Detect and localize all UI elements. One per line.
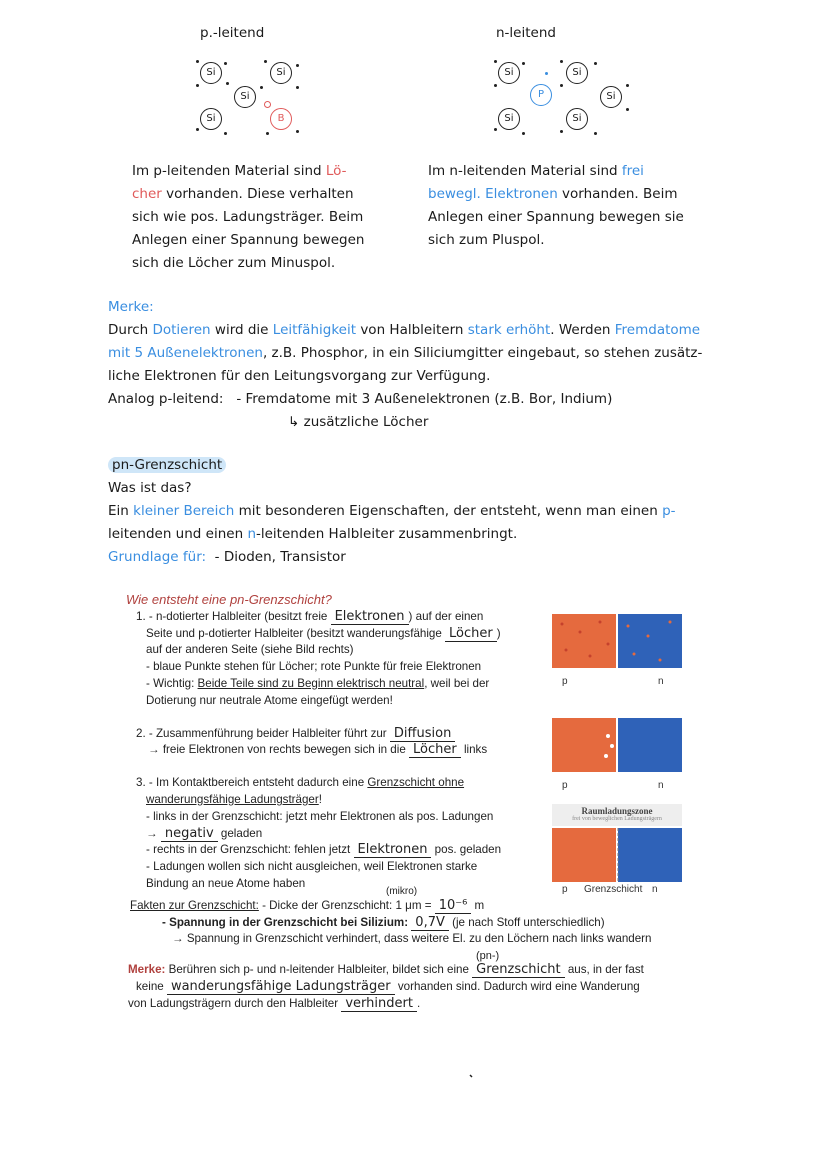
si-atom: Si: [234, 86, 256, 108]
si-atom: Si: [200, 108, 222, 130]
si-atom: Si: [200, 62, 222, 84]
si-atom: Si: [498, 62, 520, 84]
mikro-note: (mikro): [386, 886, 418, 897]
pn-section: pn-Grenzschicht Was ist das? Ein kleiner Bereich mit besonderen Eigenschaften, der entsteht, wenn man einen p- leitenden und einen n-leitenden Halbleiter zusammenbringt. Grundlage für: - Dioden, Transistor: [108, 457, 676, 565]
spannung-line-2: → Spannung in Grenzschicht verhindert, dass weitere El. zu den Löchern nach links wandern: [172, 932, 652, 945]
n-explanation: Im n-leitenden Material sind frei bewegl. Elektronen vorhanden. Beim Anlegen einer Spannung bewegen sie sich zum Pluspol.: [428, 163, 684, 248]
n-diagram-title: n-leitend: [496, 25, 556, 41]
fakten-line: Fakten zur Grenzschicht: - Dicke der Grenzschicht: 1 μm = 10⁻⁶ m: [130, 898, 485, 913]
si-atom: Si: [566, 108, 588, 130]
spannung-line: - Spannung in der Grenzschicht bei Silizium: 0,7V (je nach Stoff unterschiedlich): [162, 915, 605, 930]
si-atom: Si: [498, 108, 520, 130]
merke-title: Merke:: [108, 299, 154, 315]
si-atom: Si: [600, 86, 622, 108]
pn-note: (pn-): [476, 950, 500, 962]
worksheet-title: Wie entsteht eine pn-Grenzschicht?: [126, 592, 332, 607]
si-atom: Si: [566, 62, 588, 84]
raumladungszone-header: Raumladungszone frei von beweglichen Ladungsträgern: [552, 804, 682, 826]
worksheet-merke: Merke: Berühren sich p- und n-leitender Halbleiter, bildet sich eine Grenzschicht aus, in der fast keine wanderungsfähige Ladungsträger vorhanden sind. Dadurch wird eine Wanderung von Ladungsträgern durch den Halbleiter verhindert .: [128, 962, 644, 1011]
si-atom: Si: [270, 62, 292, 84]
boron-atom: B: [270, 108, 292, 130]
phosphor-atom: P: [530, 84, 552, 106]
grenzschicht-label: Grenzschicht: [584, 884, 643, 895]
worksheet: Wie entsteht eine pn-Grenzschicht? 1. - n-dotierter Halbleiter (besitzt freie Elektronen ) auf der einen Seite und p-dotierter Halbleiter (besitzt wanderungsfähige Löcher ) auf der anderen Seite (siehe Bild rechts) - blaue Punkte stehen für Löcher; rote Punkte für freie Elektronen - Wichtig: Beide Teile sind zu Beginn elektrisch neutral, weil bei der Dotierung nur neutrale Atome eingefügt werden! 2. - Zusammenführung beider Halbleiter führt zur Diffusion → freie Elektronen von rechts bewegen sich in die Löcher links 3. - Im Kontaktbereich entsteht dadurch eine Grenzschicht ohne wanderungsfähige Ladungsträger! - links in der Grenzschicht: jetzt mehr Elektronen als pos. Ladungen → negativ geladen - rechts in der Grenzschicht: fehlen jetzt Elektronen pos. geladen - Ladungen wollen sich nicht ausgleichen, weil Elektronen starke Bindung an neue Atome haben: [126, 592, 566, 893]
p-diagram-title: p.-leitend: [200, 25, 265, 41]
pn-title: pn-Grenzschicht: [108, 457, 226, 473]
p-explanation: Im p-leitenden Material sind Lö- cher vorhanden. Diese verhalten sich wie pos. Ladungsträger. Beim Anlegen einer Spannung bewegen sich die Löcher zum Minuspol.: [132, 163, 365, 271]
merke-section: Merke: Durch Dotieren wird die Leitfähigkeit von Halbleitern stark erhöht. Werden Fremdatome mit 5 Außenelektronen, z.B. Phosphor, in ein Siliciumgitter eingebaut, so stehen zusätz- liche Elektronen für den Leitungsvorgang zur Verfügung. Analog p-leitend: - Fremdatome mit 3 Außenelektronen (z.B. Bor, Indium) ↳ zusätzliche Löcher: [108, 296, 748, 434]
